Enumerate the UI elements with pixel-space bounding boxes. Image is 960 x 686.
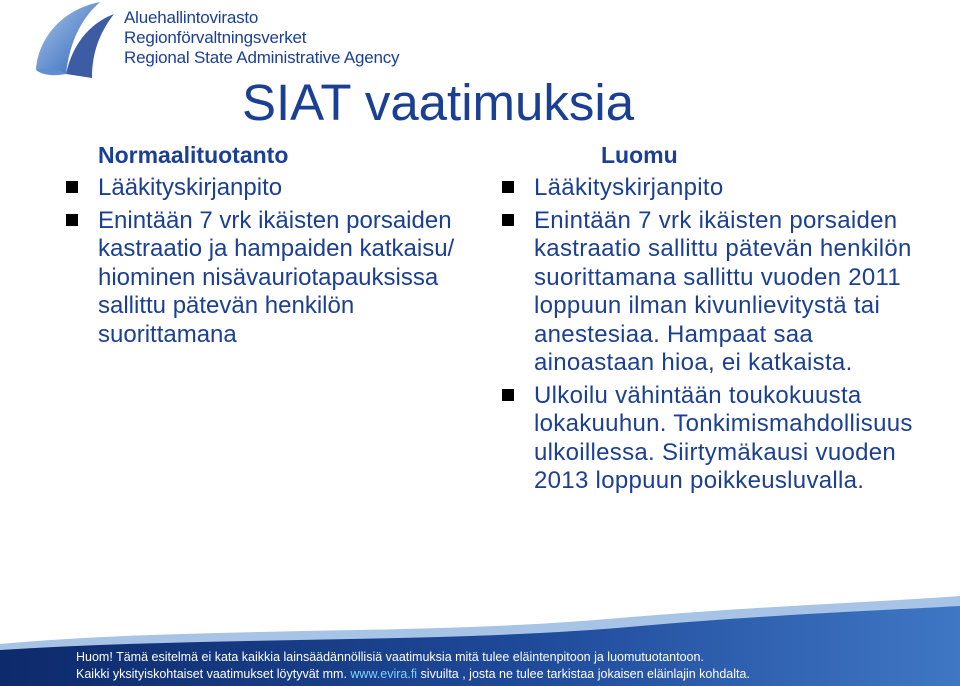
evira-link[interactable]: www.evira.fi — [350, 667, 418, 681]
bullet-square-icon — [502, 181, 514, 193]
agency-logo-icon — [30, 0, 116, 82]
left-bullet-list — [98, 174, 498, 353]
right-column-heading: Luomu — [601, 142, 678, 168]
slide-title: SIAT vaatimuksia — [242, 74, 635, 131]
org-name-sv: Regionförvaltningsverket — [124, 28, 307, 47]
list-item-text: Ulkoilu vähintään toukokuusta lokakuuhun. Tonkimismahdollisuus ulkoillessa. Siirtymäkausi vuoden 2013 loppuun poikkeusluvalla. — [534, 381, 913, 494]
list-item — [534, 382, 919, 496]
footer-note — [76, 649, 750, 683]
list-item-text: Enintään 7 vrk ikäisten porsaiden kastraatio sallittu pätevän henkilön suorittamana sallittu vuoden 2011 loppuun ilman kivunlievitystä tai anestesiaa. Hampaat saa ainoastaan hioa, ei katkaista. — [534, 206, 912, 376]
footer-line-1: Huom! Tämä esitelmä ei kata kaikkia lainsäädännöllisiä vaatimuksia mitä tulee eläintenpitoon ja luomutuotantoon. — [76, 650, 704, 664]
org-names — [124, 8, 399, 68]
left-column-heading: Normaalituotanto — [98, 142, 289, 168]
org-name-fi: Aluehallintovirasto — [124, 8, 259, 27]
list-item — [534, 207, 919, 378]
bullet-square-icon — [66, 181, 78, 193]
bullet-square-icon — [66, 214, 78, 226]
list-item — [98, 174, 498, 203]
footer-line-2 — [76, 666, 750, 683]
footer-line-2-end: sivuilta , josta ne tulee tarkistaa jokaisen eläinlajin kohdalta. — [417, 667, 750, 681]
right-bullet-list — [534, 174, 919, 500]
bullet-square-icon — [502, 389, 514, 401]
footer-line-2-start: Kaikki yksityiskohtaiset vaatimukset löytyvät mm. — [76, 667, 351, 681]
list-item — [534, 174, 919, 203]
bullet-square-icon — [502, 214, 514, 226]
list-item-text: Lääkityskirjanpito — [98, 174, 283, 201]
org-name-en: Regional State Administrative Agency — [124, 48, 400, 67]
list-item-text: Lääkityskirjanpito — [534, 174, 724, 201]
list-item-text: Enintään 7 vrk ikäisten porsaiden kastraatio ja hampaiden katkaisu/ hiominen nisävauriotapauksissa sallittu pätevän henkilön suorittamana — [98, 206, 455, 348]
list-item — [98, 207, 498, 350]
